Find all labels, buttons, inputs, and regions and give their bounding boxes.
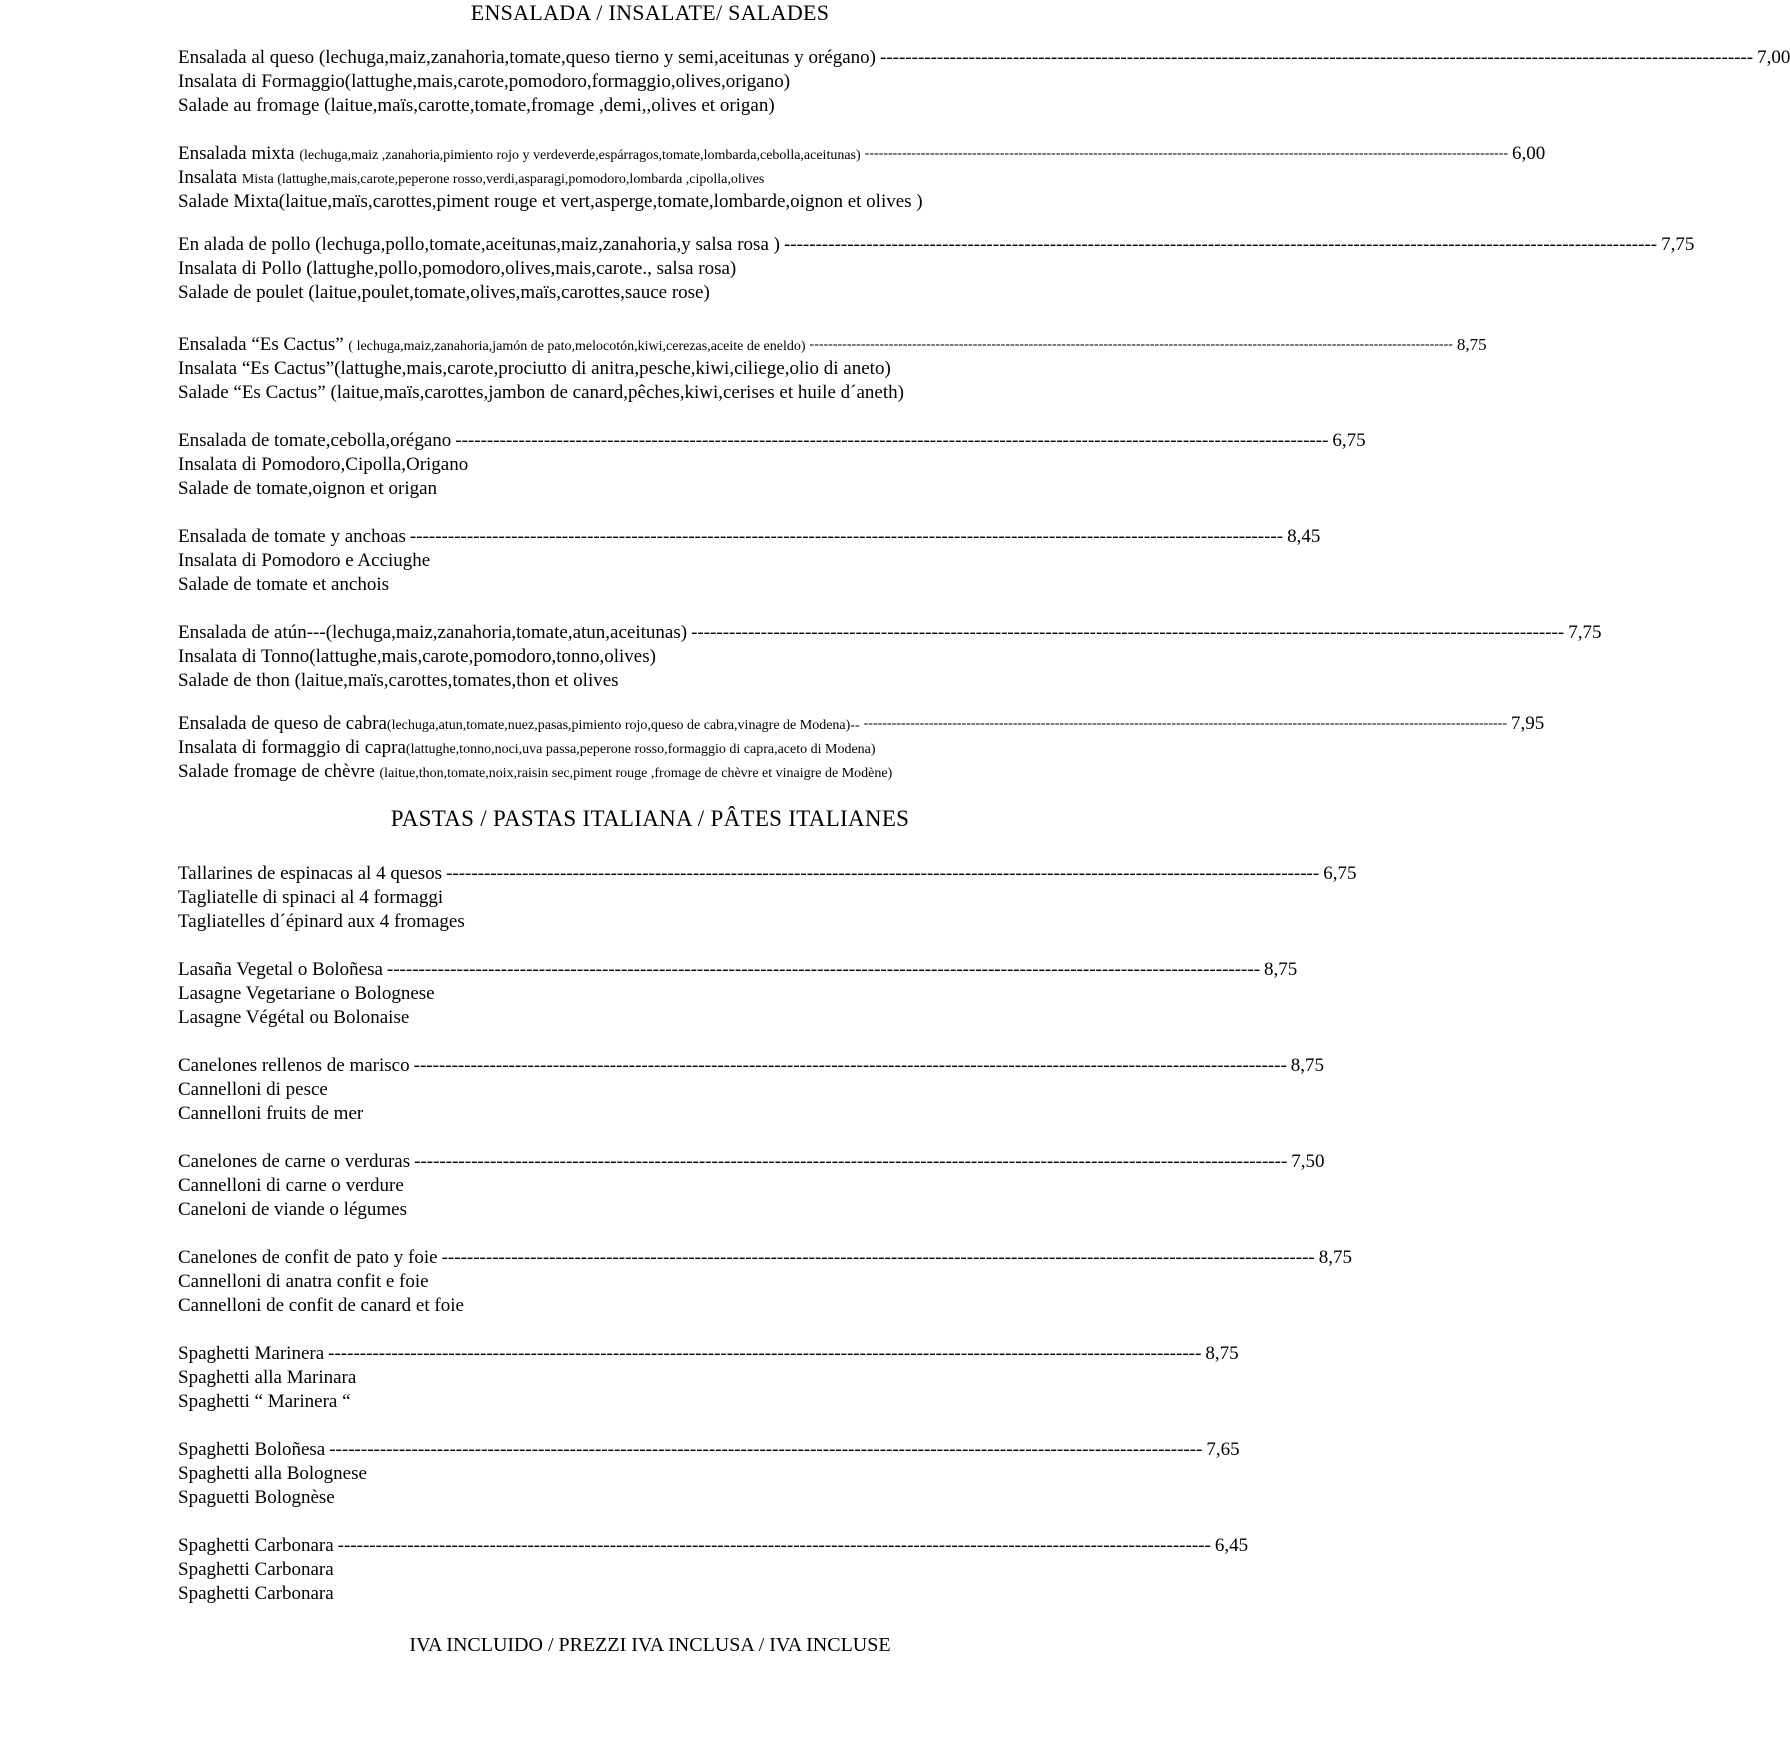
salad-8-main-line — [178, 712, 1545, 738]
pastas-heading: PASTAS / PASTAS ITALIANA / PÂTES ITALIANES — [390, 806, 910, 831]
salad-5-price: 6,75 — [1332, 430, 1366, 451]
salad-3-name: En alada de pollo (lechuga,pollo,tomate,aceitunas,maiz,zanahoria,y salsa rosa ) — [178, 234, 780, 255]
salad-8-italian: Insalata di formaggio di capra — [178, 737, 406, 758]
pasta-5-french: Cannelloni de confit de canard et foie — [178, 1295, 464, 1316]
dot-leader: ------------------------------------------------------------------------------------------------------------------------------------------ — [783, 234, 1658, 255]
salad-2-italian-detail: Mista (lattughe,mais,carote,peperone rosso,verdi,asparagi,pomodoro,lombarda ,cipolla,olives — [241, 172, 765, 187]
pasta-7-name: Spaghetti Boloñesa — [178, 1439, 326, 1460]
salad-4-italian: Insalata “Es Cactus”(lattughe,mais,carote,prociutto di anitra,pesche,kiwi,ciliege,olio di aneto) — [178, 358, 891, 379]
salad-8-italian-detail: (lattughe,tonno,noci,uva passa,peperone rosso,formaggio di capra,aceto di Modena) — [405, 742, 876, 757]
pasta-6-french: Spaghetti “ Marinera “ — [178, 1391, 351, 1412]
dot-leader: ------------------------------------------------------------------------------------------------------------------------------------------ — [863, 716, 1507, 731]
salad-7-name: Ensalada de atún---(lechuga,maiz,zanahoria,tomate,atun,aceitunas) — [178, 622, 688, 643]
salad-3-main-line — [178, 233, 1695, 257]
pasta-3-main-line — [178, 1054, 1325, 1078]
pasta-8-french: Spaghetti Carbonara — [178, 1583, 334, 1604]
pasta-8-italian: Spaghetti Carbonara — [178, 1559, 334, 1580]
salad-2-name: Ensalada mixta — [178, 143, 295, 164]
dot-leader: ------------------------------------------------------------------------------------------------------------------------------------------ — [337, 1535, 1211, 1556]
salad-2-detail: (lechuga,maiz ,zanahoria,pimiento rojo y verdeverde,espárragos,tomate,lombarda,cebolla,aceitunas) — [299, 148, 861, 163]
salad-4-main-line — [178, 333, 1487, 359]
salad-7-french: Salade de thon (laitue,maïs,carottes,tomates,thon et olives — [178, 670, 619, 691]
salad-6-price: 8,45 — [1287, 526, 1321, 547]
salad-8-price: 7,95 — [1511, 713, 1545, 734]
salad-6-name: Ensalada de tomate y anchoas — [178, 526, 406, 547]
dot-leader: ------------------------------------------------------------------------------------------------------------------------------------------ — [328, 1343, 1202, 1364]
salad-6-main-line — [178, 525, 1321, 549]
pasta-4-name: Canelones de carne o verduras — [178, 1151, 411, 1172]
salad-8-french-line — [178, 760, 892, 786]
salad-4-name: Ensalada “Es Cactus” — [178, 334, 344, 355]
pasta-2-main-line — [178, 958, 1298, 982]
pasta-8-price: 6,45 — [1214, 1535, 1249, 1556]
pasta-4-italian: Cannelloni di carne o verdure — [178, 1175, 404, 1196]
pasta-1-name: Tallarines de espinacas al 4 quesos — [178, 863, 443, 884]
dot-leader: ------------------------------------------------------------------------------------------------------------------------------------------ — [409, 526, 1284, 547]
salad-3-french: Salade de poulet (laitue,poulet,tomate,olives,maïs,carottes,sauce rose) — [178, 282, 710, 303]
dot-leader: ------------------------------------------------------------------------------------------------------------------------------------------ — [809, 337, 1453, 352]
salad-8-name: Ensalada de queso de cabra — [178, 713, 387, 734]
pasta-3-price: 8,75 — [1290, 1055, 1325, 1076]
pasta-4-price: 7,50 — [1291, 1151, 1325, 1172]
salad-6-french: Salade de tomate et anchois — [178, 574, 390, 595]
dot-leader: ------------------------------------------------------------------------------------------------------------------------------------------ — [446, 863, 1320, 884]
dot-leader: ------------------------------------------------------------------------------------------------------------------------------------------ — [414, 1151, 1288, 1172]
salad-6-italian: Insalata di Pomodoro e Acciughe — [178, 550, 431, 571]
salad-2-french: Salade Mixta(laitue,maïs,carottes,piment rouge et vert,asperge,tomate,lombarde,oignon et olives ) — [178, 191, 923, 212]
salad-2-italian: Insalata — [178, 167, 238, 188]
salad-4-price: 8,75 — [1456, 335, 1487, 354]
salad-7-italian: Insalata di Tonno(lattughe,mais,carote,pomodoro,tonno,olives) — [178, 646, 656, 667]
tax-note-footer: IVA INCLUIDO / PREZZI IVA INCLUSA / IVA INCLUSE — [409, 1634, 891, 1656]
salad-1-main-line — [178, 46, 1790, 70]
salad-5-name: Ensalada de tomate,cebolla,orégano — [178, 430, 452, 451]
pasta-2-name: Lasaña Vegetal o Boloñesa — [178, 959, 383, 980]
pasta-3-french: Cannelloni fruits de mer — [178, 1103, 364, 1124]
dot-leader: ------------------------------------------------------------------------------------------------------------------------------------------ — [386, 959, 1261, 980]
pasta-3-name: Canelones rellenos de marisco — [178, 1055, 410, 1076]
salad-1-name: Ensalada al queso (lechuga,maiz,zanahoria,tomate,queso tierno y semi,aceitunas y orégano) — [178, 47, 876, 68]
salad-1-french: Salade au fromage (laitue,maïs,carotte,tomate,fromage ,demi,,olives et origan) — [178, 95, 775, 116]
pasta-6-italian: Spaghetti alla Marinara — [178, 1367, 357, 1388]
pasta-6-name: Spaghetti Marinera — [178, 1343, 325, 1364]
salad-2-price: 6,00 — [1512, 143, 1546, 164]
dot-leader: ------------------------------------------------------------------------------------------------------------------------------------------ — [879, 47, 1754, 68]
salad-5-italian: Insalata di Pomodoro,Cipolla,Origano — [178, 454, 469, 475]
pasta-7-italian: Spaghetti alla Bolognese — [178, 1463, 367, 1484]
pasta-1-french: Tagliatelles d´épinard aux 4 fromages — [178, 911, 465, 932]
pasta-6-main-line — [178, 1342, 1239, 1366]
salad-2-main-line — [178, 142, 1546, 168]
pasta-6-price: 8,75 — [1205, 1343, 1239, 1364]
salad-7-main-line — [178, 621, 1602, 645]
pasta-5-main-line — [178, 1246, 1352, 1270]
salad-3-price: 7,75 — [1661, 234, 1695, 255]
salad-5-main-line — [178, 429, 1366, 453]
salad-8-detail: (lechuga,atun,tomate,nuez,pasas,pimiento rojo,queso de cabra,vinagre de Modena)-- — [386, 718, 860, 733]
dot-leader: ------------------------------------------------------------------------------------------------------------------------------------------ — [329, 1439, 1203, 1460]
pasta-2-italian: Lasagne Vegetariane o Bolognese — [178, 983, 435, 1004]
dot-leader: ------------------------------------------------------------------------------------------------------------------------------------------ — [864, 146, 1509, 161]
pasta-8-main-line — [178, 1534, 1249, 1558]
pasta-1-main-line — [178, 862, 1357, 886]
salad-3-italian: Insalata di Pollo (lattughe,pollo,pomodoro,olives,mais,carote., salsa rosa) — [178, 258, 737, 279]
salad-7-price: 7,75 — [1568, 622, 1602, 643]
salads-heading: ENSALADA / INSALATE/ SALADES — [470, 0, 830, 25]
pasta-7-price: 7,65 — [1206, 1439, 1240, 1460]
pasta-1-italian: Tagliatelle di spinaci al 4 formaggi — [178, 887, 444, 908]
pasta-2-french: Lasagne Végétal ou Bolonaise — [178, 1007, 410, 1028]
dot-leader: ------------------------------------------------------------------------------------------------------------------------------------------ — [455, 430, 1329, 451]
pasta-4-french: Caneloni de viande o légumes — [178, 1199, 407, 1220]
salad-8-italian-line — [178, 736, 876, 762]
pasta-1-price: 6,75 — [1323, 863, 1357, 884]
pasta-5-name: Canelones de confit de pato y foie — [178, 1247, 438, 1268]
salad-4-detail: ( lechuga,maiz,zanahoria,jamón de pato,melocotón,kiwi,cerezas,aceite de eneldo) — [348, 339, 806, 354]
pasta-8-name: Spaghetti Carbonara — [178, 1535, 334, 1556]
pasta-4-main-line — [178, 1150, 1325, 1174]
dot-leader: ------------------------------------------------------------------------------------------------------------------------------------------ — [413, 1055, 1287, 1076]
salad-4-french: Salade “Es Cactus” (laitue,maïs,carottes,jambon de canard,pêches,kiwi,cerises et huile d´aneth) — [178, 382, 904, 403]
pasta-7-main-line — [178, 1438, 1240, 1462]
pasta-5-italian: Cannelloni di anatra confit e foie — [178, 1271, 429, 1292]
salad-8-french: Salade fromage de chèvre — [178, 761, 375, 782]
salad-8-french-detail: (laitue,thon,tomate,noix,raisin sec,piment rouge ,fromage de chèvre et vinaigre de Modène) — [379, 766, 893, 781]
pasta-2-price: 8,75 — [1264, 959, 1298, 980]
salad-5-french: Salade de tomate,oignon et origan — [178, 478, 438, 499]
pasta-7-french: Spaguetti Bolognèse — [178, 1487, 335, 1508]
pasta-5-price: 8,75 — [1318, 1247, 1352, 1268]
salad-1-price: 7,00 — [1757, 47, 1790, 68]
dot-leader: ------------------------------------------------------------------------------------------------------------------------------------------ — [441, 1247, 1315, 1268]
dot-leader: ------------------------------------------------------------------------------------------------------------------------------------------ — [691, 622, 1565, 643]
salad-2-italian-line — [178, 166, 764, 192]
pasta-3-italian: Cannelloni di pesce — [178, 1079, 328, 1100]
salad-1-italian: Insalata di Formaggio(lattughe,mais,carote,pomodoro,formaggio,olives,origano) — [178, 71, 791, 92]
